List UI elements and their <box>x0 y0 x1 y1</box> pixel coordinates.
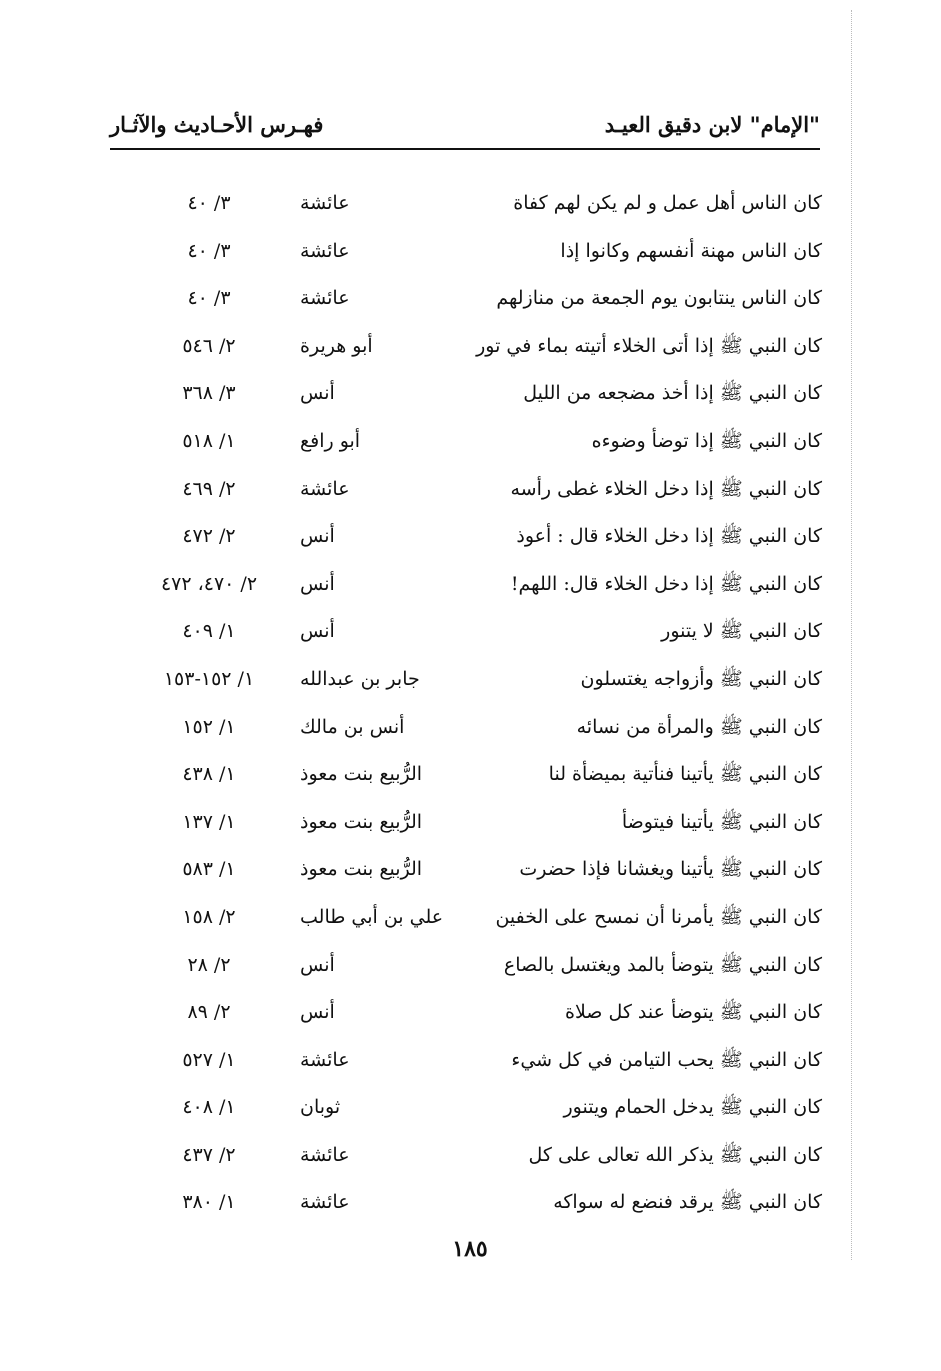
index-entry <box>110 228 822 276</box>
volume-page-ref: ٢/ ٤٣٧ <box>182 1143 236 1166</box>
volume-page-ref: ١/ ٤٣٨ <box>182 763 236 786</box>
volume-page-ref: ٣/ ٤٠ <box>187 287 231 310</box>
hadith-text: كان الناس مهنة أنفسهم وكانوا إذا <box>560 239 822 262</box>
narrator: عائشة <box>300 477 350 500</box>
volume-page-ref: ١/ ١٥٢ <box>182 715 236 738</box>
narrator: الرُّبيع بنت معوذ <box>300 763 423 786</box>
volume-page-ref: ٢/ ٤٧٠، ٤٧٢ <box>160 572 258 595</box>
index-entry <box>110 608 822 656</box>
volume-page-ref: ١/ ٤٠٨ <box>182 1096 236 1119</box>
narrator: أنس بن مالك <box>300 715 405 738</box>
volume-page-ref: ١/ ٥٢٧ <box>182 1048 236 1071</box>
index-entry <box>110 370 822 418</box>
hadith-text: كان النبي ﷺ يدخل الحمام ويتنور <box>563 1096 822 1119</box>
volume-page-ref: ٢/ ٤٦٩ <box>182 477 236 500</box>
volume-page-ref: ٣/ ٤٠ <box>187 192 231 214</box>
hadith-text: كان النبي ﷺ إذا دخل الخلاء قال: اللهم! <box>510 572 822 595</box>
volume-page-ref: ١/ ٥١٨ <box>182 429 236 452</box>
narrator: عائشة <box>300 287 350 310</box>
narrator: عائشة <box>300 1191 350 1214</box>
hadith-text: كان النبي ﷺ يأمرنا أن نمسح على الخفين <box>495 905 822 928</box>
index-entry <box>110 513 822 561</box>
narrator: عائشة <box>300 1048 350 1071</box>
index-entry <box>110 275 822 323</box>
index-entry <box>110 466 822 514</box>
hadith-text: كان النبي ﷺ يأتينا فيتوضأ <box>621 810 822 833</box>
volume-page-ref: ٢/ ١٥٨ <box>182 905 236 928</box>
book-title: "الإمام" لابن دقيق العيـد <box>604 112 820 137</box>
hadith-text: كان الناس أهل عمل و لم يكن لهم كفاة <box>513 192 822 214</box>
index-entry <box>110 418 822 466</box>
hadith-text: كان النبي ﷺ إذا دخل الخلاء غطى رأسه <box>510 477 822 500</box>
narrator: أنس <box>300 572 335 595</box>
index-entry <box>110 180 822 228</box>
narrator: ثوبان <box>300 1096 341 1119</box>
hadith-text: كان النبي ﷺ إذا توضأ وضوءه <box>591 429 822 452</box>
hadith-text: كان النبي ﷺ يرقد فنضع له سواكه <box>553 1191 822 1214</box>
volume-page-ref: ٣/ ٤٠ <box>187 239 231 262</box>
volume-page-ref: ٢/ ٨٩ <box>187 1001 231 1024</box>
index-entry <box>110 989 822 1037</box>
narrator: أنس <box>300 382 335 405</box>
hadith-text: كان النبي ﷺ يأتينا ويغشانا فإذا حضرت <box>519 858 822 881</box>
narrator: عائشة <box>300 192 350 214</box>
index-entry <box>110 1132 822 1180</box>
volume-page-ref: ١/ ١٣٧ <box>182 810 236 833</box>
hadith-text: كان النبي ﷺ إذا دخل الخلاء قال : أعوذ <box>516 525 822 548</box>
index-entry <box>110 799 822 847</box>
narrator: أنس <box>300 1001 335 1024</box>
hadith-text: كان النبي ﷺ يتوضأ عند كل صلاة <box>564 1001 822 1024</box>
volume-page-ref: ١/ ٤٠٩ <box>182 620 236 643</box>
hadith-text: كان النبي ﷺ إذا أتى الخلاء أتيته بماء في تور <box>476 334 822 357</box>
narrator: أبو هريرة <box>300 334 373 357</box>
narrator: عائشة <box>300 239 350 262</box>
index-entry <box>110 751 822 799</box>
margin-guide <box>851 10 856 1260</box>
index-entry <box>110 942 822 990</box>
narrator: عائشة <box>300 1143 350 1166</box>
volume-page-ref: ٢/ ٢٨ <box>187 953 231 976</box>
volume-page-ref: ٢/ ٤٧٢ <box>182 525 236 548</box>
hadith-text: كان النبي ﷺ والمرأة من نسائه <box>576 715 822 738</box>
hadith-index-list <box>110 180 822 1227</box>
hadith-text: كان الناس ينتابون يوم الجمعة من منازلهم <box>496 287 822 310</box>
section-title: فهـرس الأحـاديث والآثـار <box>110 112 324 137</box>
index-entry <box>110 846 822 894</box>
volume-page-ref: ١/ ٣٨٠ <box>182 1191 236 1214</box>
page-number: ١٨٥ <box>452 1236 488 1262</box>
hadith-text: كان النبي ﷺ يحب التيامن في كل شيء <box>511 1048 822 1071</box>
narrator: أنس <box>300 525 335 548</box>
index-entry <box>110 323 822 371</box>
narrator: أنس <box>300 620 335 643</box>
index-entry <box>110 1084 822 1132</box>
page-header <box>110 110 820 150</box>
narrator: علي بن أبي طالب <box>300 905 444 928</box>
hadith-text: كان النبي ﷺ يأتينا فنأتية بميضأة لنا <box>548 763 822 786</box>
volume-page-ref: ٢/ ٥٤٦ <box>182 334 236 357</box>
volume-page-ref: ٣/ ٣٦٨ <box>182 382 236 405</box>
hadith-text: كان النبي ﷺ يذكر الله تعالى على كل <box>528 1143 822 1166</box>
volume-page-ref: ١/ ١٥٢-١٥٣ <box>163 667 255 690</box>
index-entry <box>110 1179 822 1227</box>
index-entry <box>110 561 822 609</box>
hadith-text: كان النبي ﷺ لا يتنور <box>661 620 822 643</box>
index-entry <box>110 656 822 704</box>
hadith-text: كان النبي ﷺ إذا أخذ مضجعه من الليل <box>523 382 822 405</box>
narrator: الرُّبيع بنت معوذ <box>300 810 423 833</box>
hadith-text: كان النبي ﷺ وأزواجه يغتسلون <box>580 667 822 690</box>
narrator: أنس <box>300 953 335 976</box>
narrator: جابر بن عبدالله <box>300 667 420 690</box>
narrator: أبو رافع <box>300 429 361 452</box>
index-entry <box>110 704 822 752</box>
narrator: الرُّبيع بنت معوذ <box>300 858 423 881</box>
index-entry <box>110 894 822 942</box>
index-entry <box>110 1037 822 1085</box>
volume-page-ref: ١/ ٥٨٣ <box>182 858 236 881</box>
hadith-text: كان النبي ﷺ يتوضأ بالمد ويغتسل بالصاع <box>503 953 822 976</box>
